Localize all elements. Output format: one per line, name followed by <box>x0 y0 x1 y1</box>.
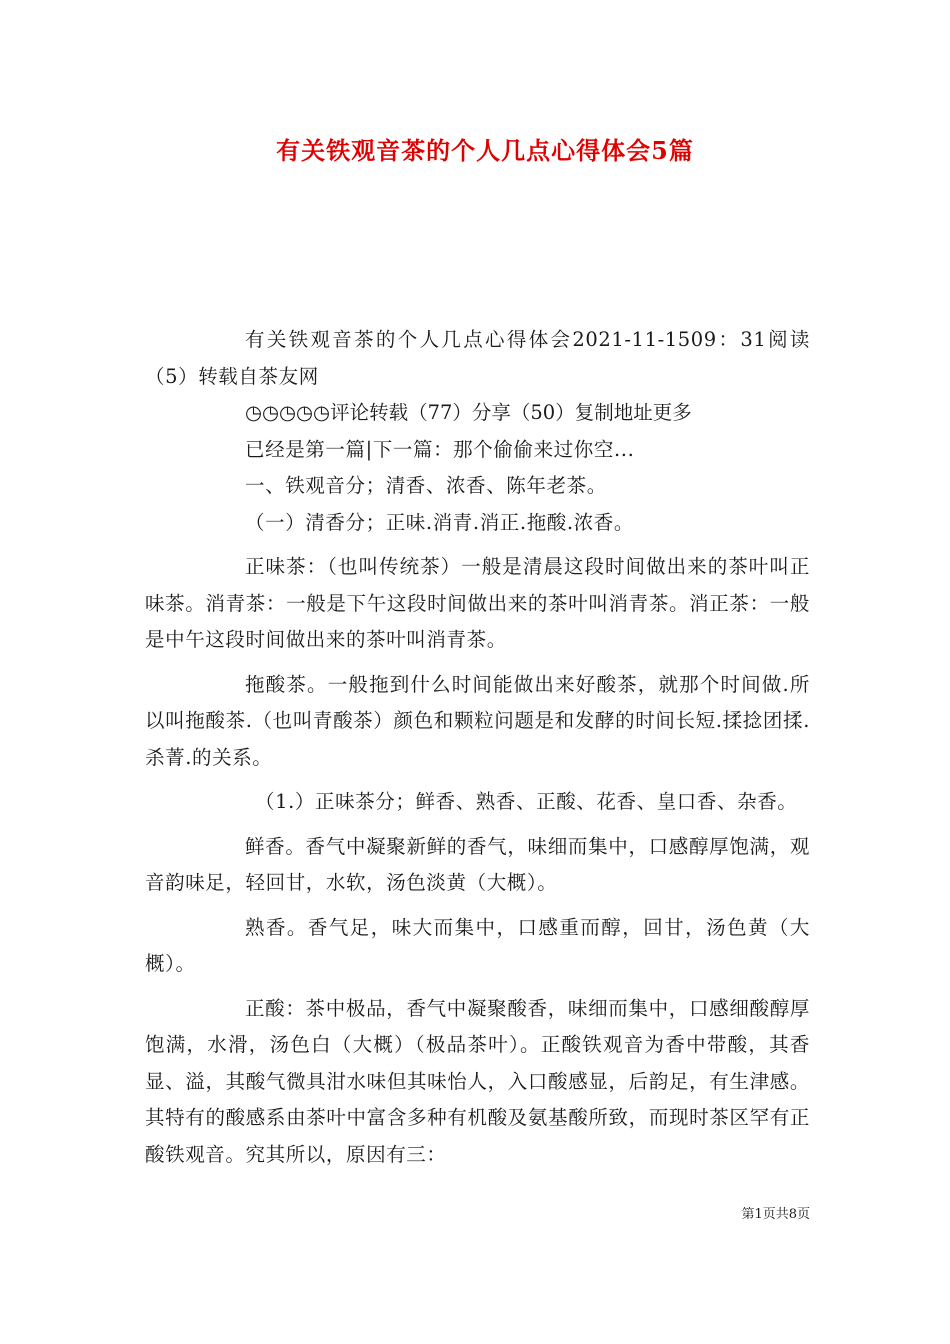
paragraph-navigation: 已经是第一篇|下一篇：那个偷偷来过你空... <box>245 437 635 461</box>
paragraph-zhengwei: 正味茶：（也叫传统茶）一般是清晨这段时间做出来的茶叶叫正味茶。消青茶：一般是下午这段时间做出来的茶叶叫消青茶。消正茶：一般是中午这段时间做出来的茶叶叫消青茶。 <box>145 555 810 651</box>
document-title: 有关铁观音茶的个人几点心得体会5篇 <box>276 136 694 165</box>
paragraph-meta: 有关铁观音茶的个人几点心得体会2021-11-1509：31阅读（5）转载自茶友网 <box>145 328 810 388</box>
page-footer: 第1页共8页 <box>741 1207 810 1222</box>
document-body <box>145 322 810 1173</box>
paragraph-heading-1: 一、铁观音分；清香、浓香、陈年老茶。 <box>245 474 607 497</box>
paragraph-heading-2: （一）清香分；正味.消青.消正.拖酸.浓香。 <box>245 510 634 534</box>
paragraph-shuxiang: 熟香。香气足，味大而集中，口感重而醇，回甘，汤色黄（大概）。 <box>145 915 810 975</box>
paragraph-actions: ◷◷◷◷◷评论转载（77）分享（50）复制地址更多 <box>245 401 692 424</box>
paragraph-xianxiang: 鲜香。香气中凝聚新鲜的香气，味细而集中，口感醇厚饱满，观音韵味足，轻回甘，水软，汤色淡黄（大概）。 <box>145 834 810 894</box>
paragraph-heading-3: （1.）正味茶分；鲜香、熟香、正酸、花香、皇口香、杂香。 <box>255 790 798 813</box>
paragraph-zhengsuan: 正酸：茶中极品，香气中凝聚酸香，味细而集中，口感细酸醇厚饱满，水滑，汤色白（大概）（极品茶叶）。正酸铁观音为香中带酸，其香显、溢，其酸气微具泔水味但其味怡人，入口酸感显，后韵足，有生津感。其特有的酸感系由茶叶中富含多种有机酸及氨基酸所致，而现时茶区罕有正酸铁观音。究其所以，原因有三： <box>145 996 810 1166</box>
paragraph-tuosuan: 拖酸茶。一般拖到什么时间能做出来好酸茶，就那个时间做.所以叫拖酸茶.（也叫青酸茶）颜色和颗粒问题是和发酵的时间长短.揉捻团揉.杀菁.的关系。 <box>145 672 810 769</box>
